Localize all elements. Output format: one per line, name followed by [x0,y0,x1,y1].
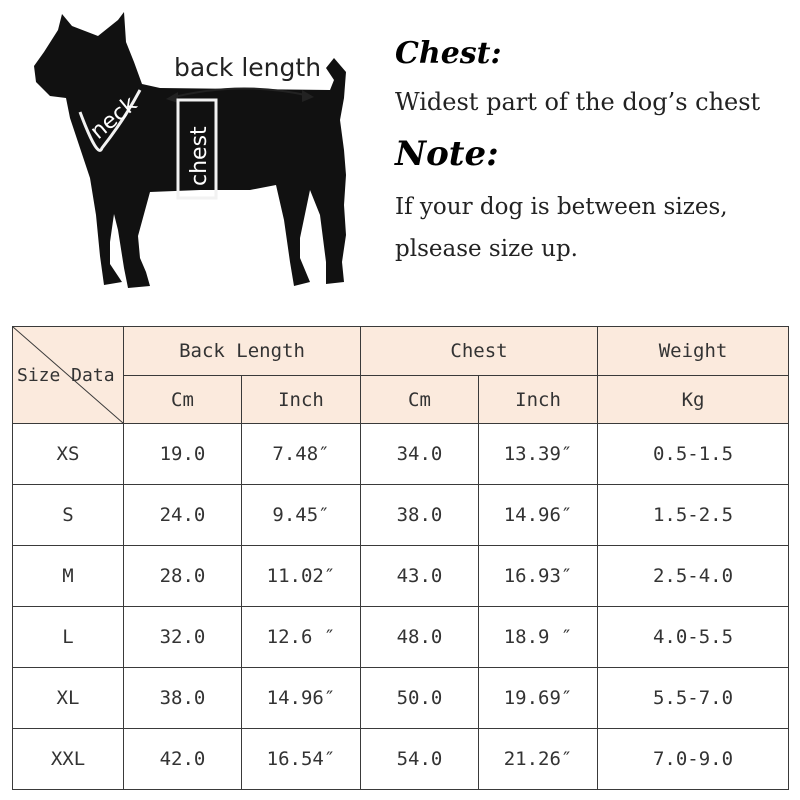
table-row [13,668,789,729]
corner-cell [13,327,124,424]
back-cm-cell: 38.0 [124,668,242,729]
chest-description: Widest part of the dog’s chest [395,88,761,116]
weight-kg-cell: 0.5-1.5 [598,424,789,485]
chest-heading: Chest: [395,36,502,71]
subheader-back-inch: Inch [242,376,361,424]
back-inch-cell: 14.96″ [242,668,361,729]
back-cm-cell: 32.0 [124,607,242,668]
back-inch-cell: 9.45″ [242,485,361,546]
header-row-units [13,376,789,424]
chest-cm-cell: 43.0 [361,546,479,607]
table-row [13,424,789,485]
weight-kg-cell: 4.0-5.5 [598,607,789,668]
group-header-weight: Weight [598,327,789,376]
chest-inch-cell: 16.93″ [479,546,598,607]
chest-inch-cell: 18.9 ″ [479,607,598,668]
dog-measurement-diagram [0,0,400,330]
chest-label: chest [187,126,212,186]
weight-kg-cell: 7.0-9.0 [598,729,789,790]
note-line-2: plsease size up. [395,236,578,262]
table-row [13,729,789,790]
size-cell: XS [13,424,124,485]
corner-label: Size Data [17,364,115,386]
size-cell: XL [13,668,124,729]
subheader-chest-inch: Inch [479,376,598,424]
note-line-1: If your dog is between sizes, [395,194,728,220]
back-cm-cell: 24.0 [124,485,242,546]
header-row-groups [13,327,789,376]
back-inch-cell: 11.02″ [242,546,361,607]
size-cell: M [13,546,124,607]
chest-cm-cell: 50.0 [361,668,479,729]
note-heading: Note: [395,134,499,174]
back-inch-cell: 16.54″ [242,729,361,790]
size-chart-table [12,326,789,790]
chest-cm-cell: 34.0 [361,424,479,485]
neck-label: neck [85,91,142,145]
size-cell: XXL [13,729,124,790]
chest-cm-cell: 38.0 [361,485,479,546]
size-cell: L [13,607,124,668]
chest-inch-cell: 14.96″ [479,485,598,546]
subheader-weight-kg: Kg [598,376,789,424]
chest-inch-cell: 21.26″ [479,729,598,790]
table-row [13,485,789,546]
weight-kg-cell: 2.5-4.0 [598,546,789,607]
weight-kg-cell: 5.5-7.0 [598,668,789,729]
back-inch-cell: 7.48″ [242,424,361,485]
chest-inch-cell: 19.69″ [479,668,598,729]
back-cm-cell: 42.0 [124,729,242,790]
chest-inch-cell: 13.39″ [479,424,598,485]
table-row [13,607,789,668]
table-row [13,546,789,607]
back-length-label: back length [174,53,322,82]
group-header-back-length: Back Length [124,327,361,376]
group-header-chest: Chest [361,327,598,376]
back-cm-cell: 19.0 [124,424,242,485]
weight-kg-cell: 1.5-2.5 [598,485,789,546]
back-inch-cell: 12.6 ″ [242,607,361,668]
size-cell: S [13,485,124,546]
back-cm-cell: 28.0 [124,546,242,607]
subheader-back-cm: Cm [124,376,242,424]
chest-cm-cell: 54.0 [361,729,479,790]
chest-cm-cell: 48.0 [361,607,479,668]
subheader-chest-cm: Cm [361,376,479,424]
